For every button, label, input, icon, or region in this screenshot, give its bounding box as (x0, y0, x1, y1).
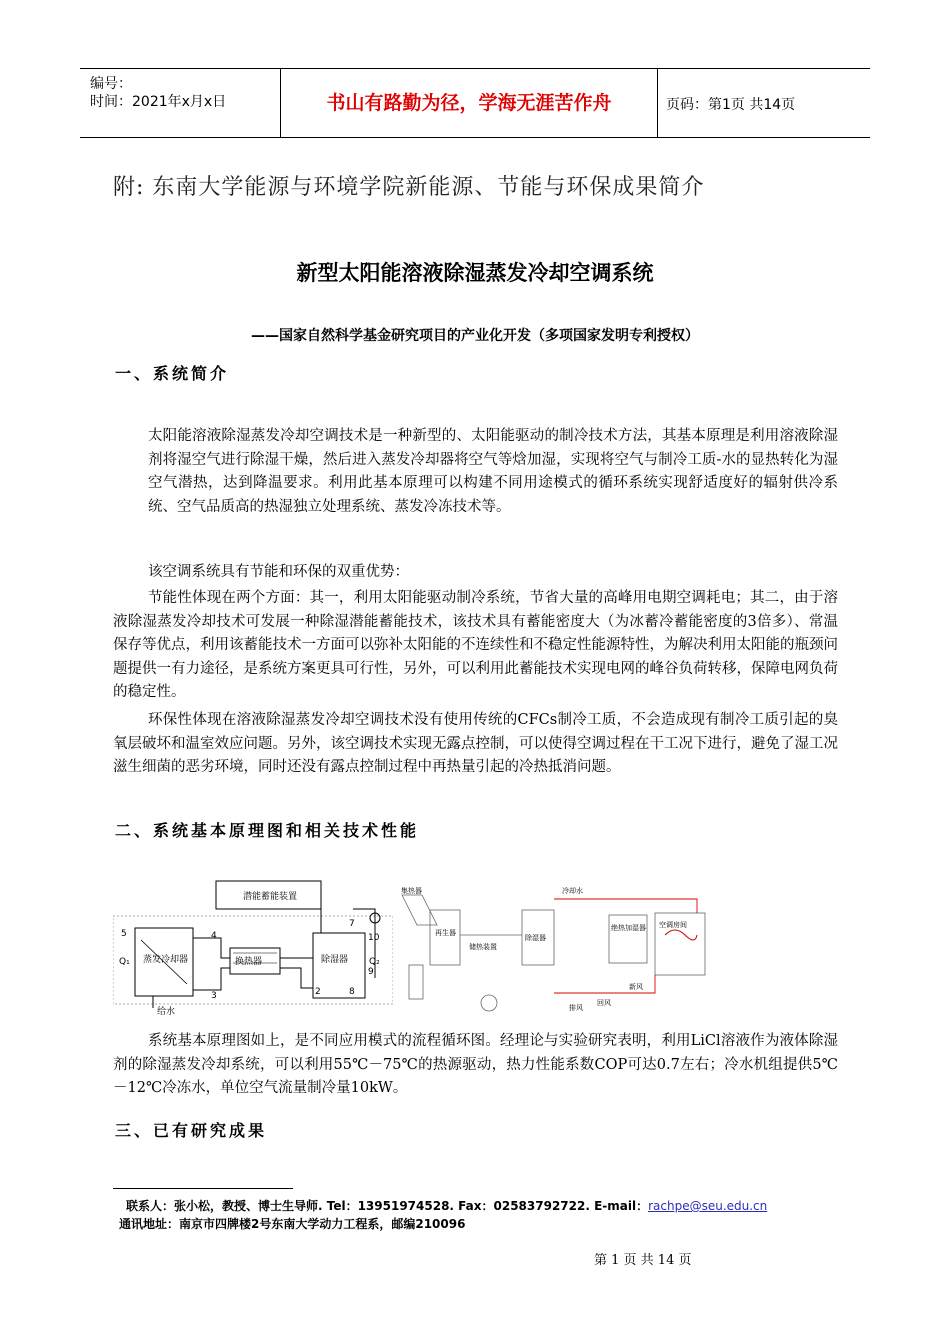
humidifier-box (609, 915, 647, 963)
paragraph-environment: 环保性体现在溶液除湿蒸发冷却空调技术没有使用传统的CFCs制冷工质，不会造成现有制冷工质引起的臭氧层破坏和温室效应问题。另外，该空调技术实现无露点控制，可以使得空调过程在干工况下进行，避免了湿工况滋生细菌的恶劣环境，同时还没有露点控制过程中再热量引起的冷热抵消问题。 (113, 712, 838, 775)
num-label: 10 (368, 933, 380, 943)
section-heading-3: 三、已有研究成果 (115, 1121, 268, 1140)
num-label: 7 (349, 919, 355, 929)
num-label: 9 (368, 967, 374, 977)
humidifier-label: 绝热加湿器 (611, 924, 646, 932)
pipe-b (193, 968, 230, 990)
tank-circle (481, 995, 497, 1011)
num-label: 2 (315, 987, 321, 997)
principle-diagram-1 (113, 878, 393, 1018)
footer-contact (126, 1197, 767, 1214)
paragraph-advantages: 该空调系统具有节能和环保的双重优势： (148, 564, 409, 580)
cooling-water-label: 冷却水 (562, 887, 583, 895)
return-air-label: 回风 (597, 999, 611, 1007)
dehumidifier-label: 除湿器 (321, 955, 349, 965)
footnote-rule (113, 1188, 293, 1189)
collector-label: 集热器 (401, 887, 422, 895)
heat-exchanger-label: 换热器 (235, 957, 263, 967)
header-meta-cell (80, 69, 281, 137)
document-date: 时间：2021年x月x日 (90, 94, 227, 110)
storage-label: 潜能蓄能装置 (243, 892, 298, 902)
page-counter: 页码：第1页 共14页 (666, 97, 796, 113)
regenerator-label: 再生器 (435, 929, 456, 937)
page-subtitle: ——国家自然科学基金研究项目的产业化开发（多项国家发明专利授权） (251, 328, 699, 344)
section-heading-2: 二、系统基本原理图和相关技术性能 (115, 821, 420, 840)
footer-page-number: 第 1 页 共 14 页 (594, 1253, 692, 1268)
storage-tank (409, 965, 423, 999)
pipe-d (280, 968, 313, 988)
principle-diagram-2 (397, 885, 717, 1013)
room-coil (665, 930, 697, 940)
document-heading: 附: 东南大学能源与环境学院新能源、节能与环保成果简介 (113, 175, 705, 200)
footer-address: 通讯地址：南京市四牌楼2号东南大学动力工程系，邮编210096 (119, 1217, 466, 1231)
pipe-a (193, 938, 230, 958)
motto: 书山有路勤为径，学海无涯苦作舟 (326, 92, 612, 114)
solar-storage-label: 储热装置 (469, 943, 497, 951)
dehumidifier-label-2: 除湿器 (525, 934, 546, 942)
contact-text: 联系人：张小松，教授、博士生导师. Tel：13951974528. Fax：02583792722. E-mail： (126, 1199, 649, 1213)
q1-label: Q₁ (119, 957, 130, 967)
num-label: 4 (211, 931, 217, 941)
header-page-cell (658, 69, 870, 137)
paragraph-energy-saving: 节能性体现在两个方面：其一，利用太阳能驱动制冷系统，节省大量的高峰用电期空调耗电；其二，由于溶液除湿蒸发冷却技术可发展一种除湿潜能蓄能技术，该技术具有蓄能密度大（为冰蓄冷蓄能密度的3倍多）、常温保存等优点，利用该蓄能技术一方面可以弥补太阳能的不连续性和不稳定性能源特性，为解决利用太阳能的瓶颈问题提供一有力途径，是系统方案更具可行性，另外，可以利用此蓄能技术实现电网的峰谷负荷转移，保障电网负荷的稳定性。 (113, 590, 838, 700)
exhaust-label: 排风 (569, 1004, 583, 1012)
header-motto-cell (281, 69, 658, 137)
paragraph-intro: 太阳能溶液除湿蒸发冷却空调技术是一种新型的、太阳能驱动的制冷技术方法，其基本原理是利用溶液除湿剂将湿空气进行除湿干燥，然后进入蒸发冷却器将空气等焓加湿，实现将空气与制冷工质-水的显热转化为湿空气潜热，达到降温要求。利用此基本原理可以构建不同用途模式的循环系统实现舒适度好的辐射供冷系统、空气品质高的热湿独立处理系统、蒸发冷冻技术等。 (148, 428, 838, 515)
dehumidifier-box (313, 933, 365, 998)
num-label: 8 (349, 987, 355, 997)
section-heading-1: 一、系统简介 (115, 364, 230, 383)
page-header (80, 68, 870, 138)
document-number: 编号： (90, 76, 132, 92)
num-label: 3 (211, 991, 217, 1001)
regenerator-box (430, 910, 460, 965)
evap-cooler-label: 蒸发冷却器 (143, 955, 189, 965)
fresh-air-label: 新风 (629, 983, 643, 991)
num-label: 5 (121, 929, 127, 939)
q2-label: Q₂ (369, 957, 380, 967)
supply-water-label: 给水 (157, 1007, 176, 1017)
paragraph-principle: 系统基本原理图如上，是不同应用模式的流程循环图。经理论与实验研究表明，利用LiCl溶液作为液体除湿剂的除湿蒸发冷却系统，可以利用55℃－75℃的热源驱动，热力性能系数COP可达0.7左右；冷水机组提供5℃－12℃冷冻水，单位空气流量制冷量10kW。 (113, 1033, 838, 1096)
room-label: 空调房间 (659, 921, 687, 929)
email-link[interactable]: rachpe@seu.edu.cn (648, 1199, 768, 1213)
page-title: 新型太阳能溶液除湿蒸发冷却空调系统 (296, 261, 654, 285)
red-pipe-top (554, 899, 697, 913)
